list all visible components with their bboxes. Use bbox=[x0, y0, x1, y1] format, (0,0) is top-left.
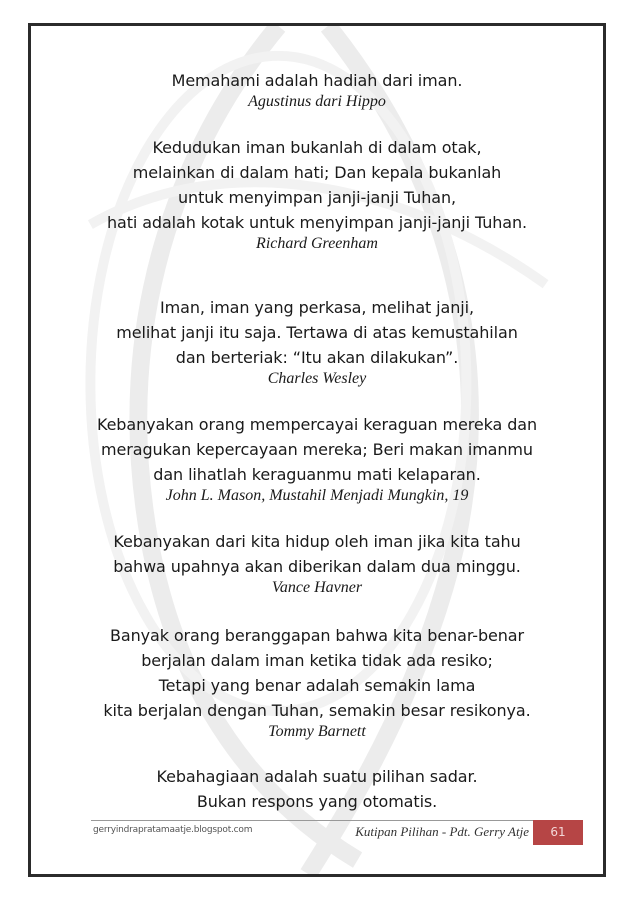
quote-line: Bukan respons yang otomatis. bbox=[196, 792, 438, 811]
quote-4 bbox=[31, 412, 603, 505]
quote-line: dan berteriak: “Itu akan dilakukan”. bbox=[175, 348, 459, 367]
quotes-content bbox=[31, 26, 603, 874]
quote-author: John L. Mason, Mustahil Menjadi Mungkin, 19 bbox=[165, 487, 469, 504]
quote-author: Richard Greenham bbox=[256, 235, 378, 252]
quote-7 bbox=[31, 764, 603, 814]
quote-line: melainkan di dalam hati; Dan kepala bukanlah bbox=[132, 163, 502, 182]
quote-line: melihat janji itu saja. Tertawa di atas kemustahilan bbox=[116, 323, 518, 342]
quote-5 bbox=[31, 529, 603, 597]
page-number: 61 bbox=[533, 820, 583, 845]
footer-title: Kutipan Pilihan - Pdt. Gerry Atje bbox=[355, 824, 529, 839]
quote-2 bbox=[31, 135, 603, 253]
quote-line: kita berjalan dengan Tuhan, semakin besar resikonya. bbox=[103, 701, 531, 720]
quote-author: Charles Wesley bbox=[267, 370, 367, 387]
quote-1 bbox=[31, 68, 603, 111]
quote-author: Tommy Barnett bbox=[268, 723, 366, 740]
quote-line: Kebanyakan dari kita hidup oleh iman jika kita tahu bbox=[113, 532, 521, 551]
quote-line: Banyak orang beranggapan bahwa kita benar-benar bbox=[110, 626, 524, 645]
quote-3 bbox=[31, 295, 603, 388]
quote-author: Agustinus dari Hippo bbox=[248, 93, 386, 110]
quote-line: hati adalah kotak untuk menyimpan janji-janji Tuhan. bbox=[106, 213, 528, 232]
footer-blog-url: gerryindrapratamaatje.blogspot.com bbox=[93, 825, 253, 835]
quote-line: berjalan dalam iman ketika tidak ada resiko; bbox=[141, 651, 493, 670]
page-footer bbox=[31, 820, 603, 874]
quote-line: untuk menyimpan janji-janji Tuhan, bbox=[178, 188, 456, 207]
quote-line: bahwa upahnya akan diberikan dalam dua minggu. bbox=[113, 557, 521, 576]
page-frame bbox=[28, 23, 606, 877]
quote-line: Kedudukan iman bukanlah di dalam otak, bbox=[152, 138, 482, 157]
quote-line: Kebahagiaan adalah suatu pilihan sadar. bbox=[156, 767, 478, 786]
footer-divider bbox=[91, 820, 543, 821]
quote-line: meragukan kepercayaan mereka; Beri makan imanmu bbox=[101, 440, 533, 459]
quote-6 bbox=[31, 623, 603, 741]
quote-line: Tetapi yang benar adalah semakin lama bbox=[158, 676, 476, 695]
quote-author: Vance Havner bbox=[271, 579, 363, 596]
quote-line: Memahami adalah hadiah dari iman. bbox=[171, 71, 463, 90]
quote-line: Iman, iman yang perkasa, melihat janji, bbox=[160, 298, 474, 317]
quote-line: Kebanyakan orang mempercayai keraguan mereka dan bbox=[96, 415, 538, 434]
quote-line: dan lihatlah keraguanmu mati kelaparan. bbox=[153, 465, 481, 484]
